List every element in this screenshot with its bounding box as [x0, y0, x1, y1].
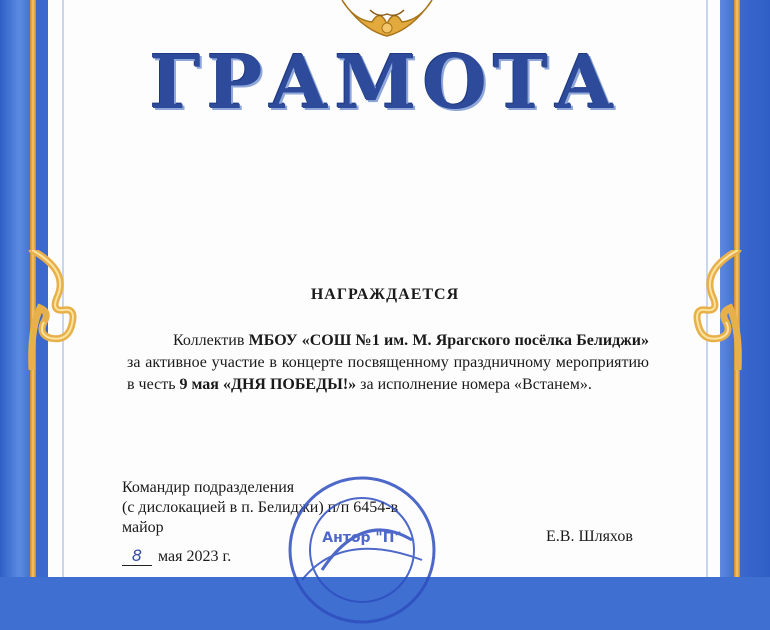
signature-date [122, 546, 231, 566]
award-recipient: МБОУ «СОШ №1 им. М. Ярагского посёлка Белиджи» [248, 332, 650, 349]
right-ornament-curl-icon [690, 250, 742, 370]
date-rest: мая 2023 г. [158, 548, 232, 565]
award-event: 9 мая «ДНЯ ПОБЕДЫ!» [179, 376, 357, 393]
signature-line: (с дислокацией в п. Белиджи) п/п 6454-в [122, 499, 399, 516]
award-text-part: за исполнение номера «Встанем». [356, 376, 592, 393]
stamp-label: Антор "П" [322, 530, 402, 546]
award-text-part: Коллектив [173, 332, 249, 349]
official-stamp-icon [282, 470, 442, 630]
left-ornament-curl-icon [28, 250, 80, 370]
eagle-emblem-icon [322, 0, 452, 42]
signature-line: Командир подразделения [122, 479, 295, 496]
award-text [127, 330, 649, 396]
signature-line: майор [122, 519, 164, 536]
certificate-title: ГРАМОТА [149, 40, 621, 126]
date-day: 8 [122, 546, 152, 566]
award-text-part: за активное участие в концерте посвященному праздничному мероприятию в честь [127, 354, 649, 393]
signer-name: Е.В. Шляхов [546, 528, 633, 545]
award-heading: НАГРАЖДАЕТСЯ [310, 286, 460, 303]
